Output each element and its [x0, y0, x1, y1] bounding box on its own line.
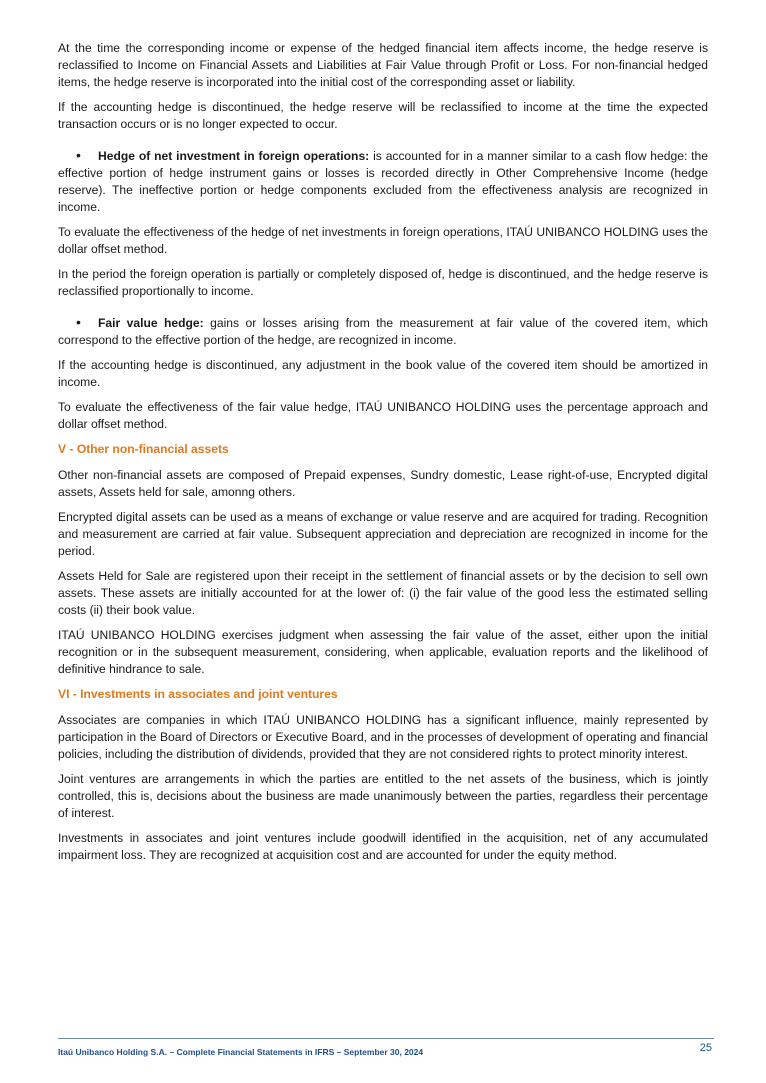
bullet-icon: •	[76, 147, 81, 163]
bullet-net-investment-hedge	[58, 147, 708, 216]
paragraph-hedge-reserve-reclassification: At the time the corresponding income or expense of the hedged financial item affects income, the hedge reserve is reclassified to Income on Financial Assets and Liabilities at Fair Value through Profit or Loss. For non-financial hedged items, the hedge reserve is incorporated into the initial cost of the corresponding asset or liability.	[58, 41, 708, 89]
paragraph-assets-held-for-sale: Assets Held for Sale are registered upon their receipt in the settlement of financial assets or by the decision to sell own assets. These assets are initially accounted for at the lower of: (i) the fair value of the good less the estimated selling costs (ii) their book value.	[58, 569, 708, 617]
paragraph-associates-definition: Associates are companies in which ITAÚ UNIBANCO HOLDING has a significant influence, mainly represented by participation in the Board of Directors or Executive Board, and in the processes of development of operating and financial policies, including the distribution of dividends, provided that they are not considered rights to protect minority interest.	[58, 713, 708, 761]
section-title-investments-associates: VI - Investments in associates and joint ventures	[58, 687, 338, 701]
paragraph-fair-value-discontinued: If the accounting hedge is discontinued, any adjustment in the book value of the covered item should be amortized in income.	[58, 358, 708, 389]
document-page	[58, 40, 708, 872]
paragraph-investments-goodwill: Investments in associates and joint ventures include goodwill identified in the acquisition, net of any accumulated impairment loss. They are recognized at acquisition cost and are accounted for under the equity method.	[58, 831, 708, 862]
bullet-lead-fair-value: Fair value hedge:	[98, 316, 204, 330]
paragraph-net-investment-effectiveness: To evaluate the effectiveness of the hedge of net investments in foreign operations, ITAÚ UNIBANCO HOLDING uses the dollar offset method.	[58, 225, 708, 256]
paragraph-joint-ventures-definition: Joint ventures are arrangements in which the parties are entitled to the net assets of the business, which is jointly controlled, this is, decisions about the business are made unanimously between the parties, regardless their percentage of interest.	[58, 772, 708, 820]
bullet-text-fair-value: gains or losses arising from the measurement at fair value of the covered item, which correspond to the effective portion of the hedge, are recognized in income.	[58, 316, 709, 347]
bullet-fair-value-hedge	[58, 314, 708, 349]
footer-document-title: Itaú Unibanco Holding S.A. – Complete Financial Statements in IFRS – September 30, 2024	[58, 1047, 424, 1057]
paragraph-fair-value-effectiveness: To evaluate the effectiveness of the fair value hedge, ITAÚ UNIBANCO HOLDING uses the percentage approach and dollar offset method.	[58, 400, 708, 431]
paragraph-hedge-discontinued: If the accounting hedge is discontinued, the hedge reserve will be reclassified to income at the time the expected transaction occurs or is no longer expected to occur.	[58, 100, 708, 131]
page-footer	[58, 1038, 714, 1060]
paragraph-non-financial-composition: Other non-financial assets are composed of Prepaid expenses, Sundry domestic, Lease right-of-use, Encrypted digital assets, Assets held for sale, amonng others.	[58, 468, 708, 499]
paragraph-fair-value-judgment: ITAÚ UNIBANCO HOLDING exercises judgment when assessing the fair value of the asset, either upon the initial recognition or in the subsequent measurement, considering, when applicable, evaluation reports and the likelihood of definitive hindrance to sale.	[58, 628, 708, 676]
paragraph-net-investment-disposal: In the period the foreign operation is partially or completely disposed of, hedge is discontinued, and the hedge reserve is reclassified proportionally to income.	[58, 267, 708, 298]
bullet-icon: •	[76, 314, 81, 330]
paragraph-encrypted-digital-assets: Encrypted digital assets can be used as a means of exchange or value reserve and are acquired for trading. Recognition and measurement are carried at fair value. Subsequent appreciation and depreciation are recognized in income for the period.	[58, 510, 708, 558]
bullet-text-net-investment: is accounted for in a manner similar to a cash flow hedge: the effective portion of hedge instrument gains or losses is recorded directly in Other Comprehensive Income (hedge reserve). The ineffective portion or hedge components excluded from the effectiveness analysis are recognized in income.	[58, 149, 708, 214]
page-number: 25	[699, 1042, 712, 1054]
section-title-other-non-financial-assets: V - Other non-financial assets	[58, 442, 229, 456]
bullet-lead-net-investment: Hedge of net investment in foreign operations:	[98, 149, 370, 163]
